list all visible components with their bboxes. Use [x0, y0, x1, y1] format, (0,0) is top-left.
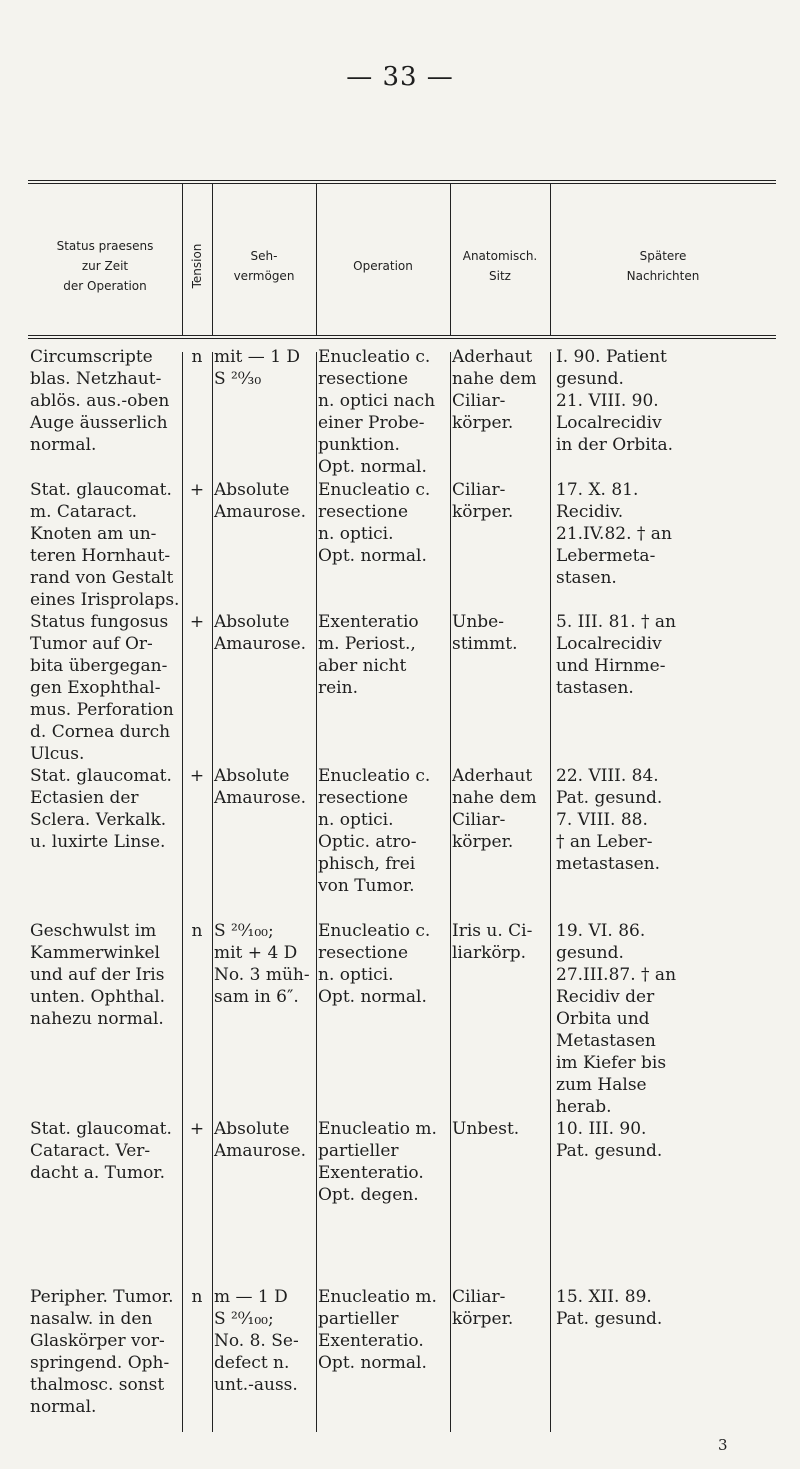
- cell-sitz: Ciliar- körper.: [452, 1287, 514, 1329]
- cell-operation: Enucleatio c. resectione n. optici. Optic. atro- phisch, frei von Tumor.: [318, 766, 431, 896]
- cell-nachrichten: 15. XII. 89. Pat. gesund.: [556, 1287, 663, 1329]
- cell-sitz: Unbest.: [452, 1119, 520, 1139]
- header-tension-label: Tension: [190, 243, 204, 289]
- header-top-rule-2: [28, 183, 776, 184]
- cell-tension: +: [189, 612, 205, 632]
- cell-nachrichten: 19. VI. 86. gesund. 27.III.87. † an Recidiv der Orbita und Metastasen im Kiefer bis zum Halse herab.: [556, 921, 677, 1117]
- header-bottom-rule: [28, 335, 776, 336]
- cell-status: Peripher. Tumor. nasalw. in den Glaskörper vor- springend. Oph- thalmosc. sonst normal.: [30, 1287, 174, 1417]
- body-col-divider: [550, 352, 551, 1432]
- cell-nachrichten: I. 90. Patient gesund. 21. VIII. 90. Localrecidiv in der Orbita.: [556, 347, 674, 455]
- cell-tension: +: [189, 1119, 205, 1139]
- cell-tension: n: [191, 1287, 203, 1307]
- footer-signature-mark: 3: [718, 1436, 728, 1454]
- cell-nachrichten: 17. X. 81. Recidiv. 21.IV.82. † an Lebermeta- stasen.: [556, 480, 672, 588]
- cell-status: Status fungosus Tumor auf Or- bita übergegan- gen Exophthal- mus. Perforation d. Cornea durch Ulcus.: [30, 612, 174, 764]
- cell-sitz: Iris u. Ci- liarkörp.: [452, 921, 533, 963]
- cell-operation: Enucleatio m. partieller Exenteratio. Opt. normal.: [318, 1287, 437, 1373]
- cell-sitz: Aderhaut nahe dem Ciliar- körper.: [452, 766, 537, 852]
- header-operation: Operation: [353, 259, 413, 273]
- cell-nachrichten: 5. III. 81. † an Localrecidiv und Hirnme- tastasen.: [556, 612, 677, 698]
- header-top-rule: [28, 180, 776, 181]
- header-sehvermoegen: Seh- vermögen: [233, 249, 295, 283]
- cell-status: Circumscripte blas. Netzhaut- ablös. aus.-oben Auge äusserlich normal.: [30, 347, 170, 455]
- cell-sehvermoegen: Absolute Amaurose.: [214, 612, 307, 654]
- body-col-divider: [316, 352, 317, 1432]
- header-sitz: Anatomisch. Sitz: [462, 249, 538, 283]
- header-bottom-rule-2: [28, 338, 776, 339]
- cell-operation: Enucleatio c. resectione n. optici. Opt. normal.: [318, 480, 431, 566]
- cell-sehvermoegen: Absolute Amaurose.: [214, 766, 307, 808]
- cell-status: Stat. glaucomat. Ectasien der Sclera. Verkalk. u. luxirte Linse.: [30, 766, 172, 852]
- cell-sitz: Ciliar- körper.: [452, 480, 514, 522]
- cell-operation: Enucleatio c. resectione n. optici. Opt. normal.: [318, 921, 431, 1007]
- cell-sitz: Aderhaut nahe dem Ciliar- körper.: [452, 347, 537, 433]
- cell-status: Stat. glaucomat. m. Cataract. Knoten am un- teren Hornhaut- rand von Gestalt eines Irisprolaps.: [30, 480, 180, 610]
- header-nachrichten: Spätere Nachrichten: [626, 249, 700, 283]
- cell-tension: +: [189, 766, 205, 786]
- cell-tension: n: [191, 347, 203, 367]
- cell-sehvermoegen: Absolute Amaurose.: [214, 480, 307, 522]
- body-col-divider: [212, 352, 213, 1432]
- cell-sehvermoegen: mit — 1 D S ²⁰⁄₃₀: [214, 347, 301, 389]
- cell-status: Geschwulst im Kammerwinkel und auf der Iris unten. Ophthal. nahezu normal.: [30, 921, 166, 1029]
- cell-tension: n: [191, 921, 203, 941]
- cell-operation: Enucleatio c. resectione n. optici nach einer Probe- punktion. Opt. normal.: [318, 347, 436, 477]
- page-number: — 33 —: [346, 62, 454, 92]
- cell-operation: Enucleatio m. partieller Exenteratio. Opt. degen.: [318, 1119, 437, 1205]
- cell-status: Stat. glaucomat. Cataract. Ver- dacht a. Tumor.: [30, 1119, 172, 1183]
- cell-operation: Exenteratio m. Periost., aber nicht rein.: [318, 612, 419, 698]
- body-col-divider: [450, 352, 451, 1432]
- cell-sehvermoegen: m — 1 D S ²⁰⁄₁₀₀; No. 8. Se- defect n. unt.-auss.: [214, 1287, 299, 1395]
- cell-sitz: Unbe- stimmt.: [452, 612, 518, 654]
- header-tension: [182, 212, 212, 320]
- cell-sehvermoegen: S ²⁰⁄₁₀₀; mit + 4 D No. 3 müh- sam in 6″.: [214, 921, 310, 1007]
- header-status: Status praesens zur Zeit der Operation: [56, 239, 154, 293]
- cell-nachrichten: 10. III. 90. Pat. gesund.: [556, 1119, 663, 1161]
- body-col-divider: [182, 352, 183, 1432]
- cell-tension: +: [189, 480, 205, 500]
- cell-nachrichten: 22. VIII. 84. Pat. gesund. 7. VIII. 88. † an Leber- metastasen.: [556, 766, 663, 874]
- cell-sehvermoegen: Absolute Amaurose.: [214, 1119, 307, 1161]
